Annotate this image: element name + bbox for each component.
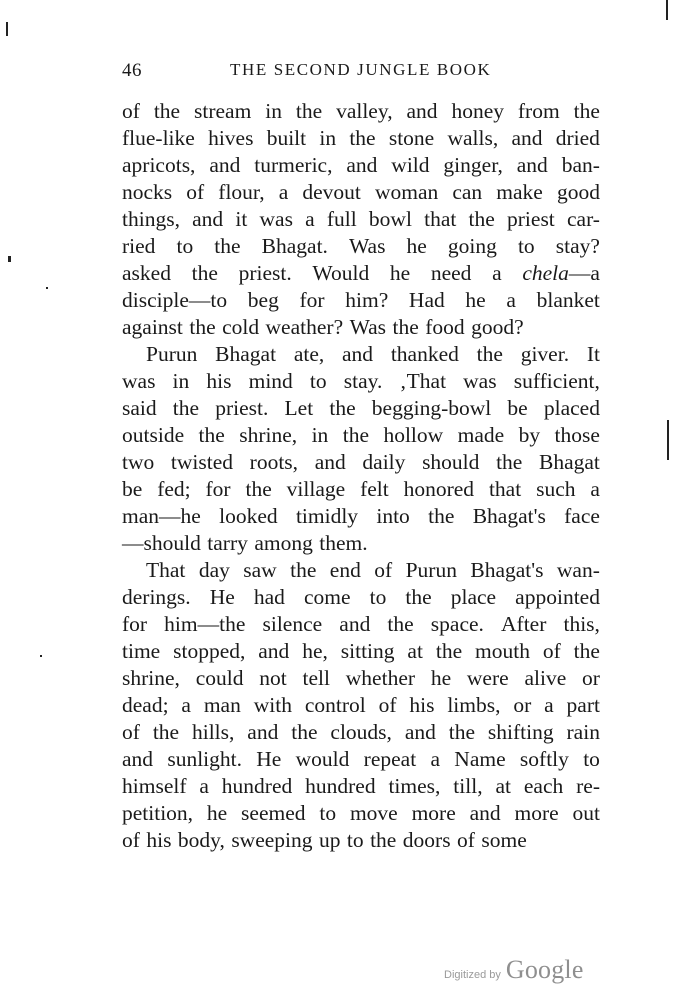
text-line: asked the priest. Would he need a chela—a (122, 261, 600, 285)
text-line: time stopped, and he, sitting at the mouth of the (122, 639, 600, 663)
text-line: of his body, sweeping up to the doors of some (122, 828, 527, 852)
text-line: two twisted roots, and daily should the Bhagat (122, 450, 600, 474)
text-line: was in his mind to stay. ‚That was sufficient, (122, 369, 600, 393)
text-line: against the cold weather? Was the food good? (122, 315, 524, 339)
body-text (122, 98, 600, 854)
text-line: petition, he seemed to move more and more out (122, 801, 600, 825)
scan-mark-left (8, 256, 11, 262)
scan-speck (40, 655, 42, 657)
text-line: Purun Bhagat ate, and thanked the giver. It (146, 342, 600, 366)
text-line: man—he looked timidly into the Bhagat's face (122, 504, 600, 528)
text-line: for him—the silence and the space. After this, (122, 612, 600, 636)
text-line: nocks of flour, a devout woman can make good (122, 180, 600, 204)
scan-mark-top-right (666, 0, 668, 20)
text-line: of the stream in the valley, and honey from the (122, 99, 600, 123)
running-head: THE SECOND JUNGLE BOOK (230, 60, 492, 79)
text-line: dead; a man with control of his limbs, or a part (122, 693, 600, 717)
text-line: of the hills, and the clouds, and the shifting rain (122, 720, 600, 744)
text-line: flue-like hives built in the stone walls, and dried (122, 126, 600, 150)
scan-mark-right (667, 420, 669, 460)
watermark-prefix: Digitized by (444, 969, 501, 981)
text-line: shrine, could not tell whether he were alive or (122, 666, 600, 690)
text-line: disciple—to beg for him? Had he a blanket (122, 288, 600, 312)
page-header (122, 60, 600, 84)
text-line: be fed; for the village felt honored that such a (122, 477, 600, 501)
text-line: himself a hundred hundred times, till, at each re- (122, 774, 600, 798)
text-line: derings. He had come to the place appointed (122, 585, 600, 609)
text-line: ried to the Bhagat. Was he going to stay? (122, 234, 600, 258)
text-line: outside the shrine, in the hollow made by those (122, 423, 600, 447)
text-line: That day saw the end of Purun Bhagat's wan- (146, 558, 600, 582)
page-number: 46 (122, 60, 142, 81)
google-logo: Google (505, 955, 584, 984)
text-line: apricots, and turmeric, and wild ginger, and ban- (122, 153, 600, 177)
text-line: things, and it was a full bowl that the priest car- (122, 207, 600, 231)
text-line: and sunlight. He would repeat a Name softly to (122, 747, 600, 771)
text-line: said the priest. Let the begging-bowl be placed (122, 396, 600, 420)
text-line: —should tarry among them. (122, 531, 368, 555)
scan-mark-top-left (6, 22, 8, 36)
scan-speck (46, 287, 48, 289)
digitized-watermark (444, 955, 584, 985)
